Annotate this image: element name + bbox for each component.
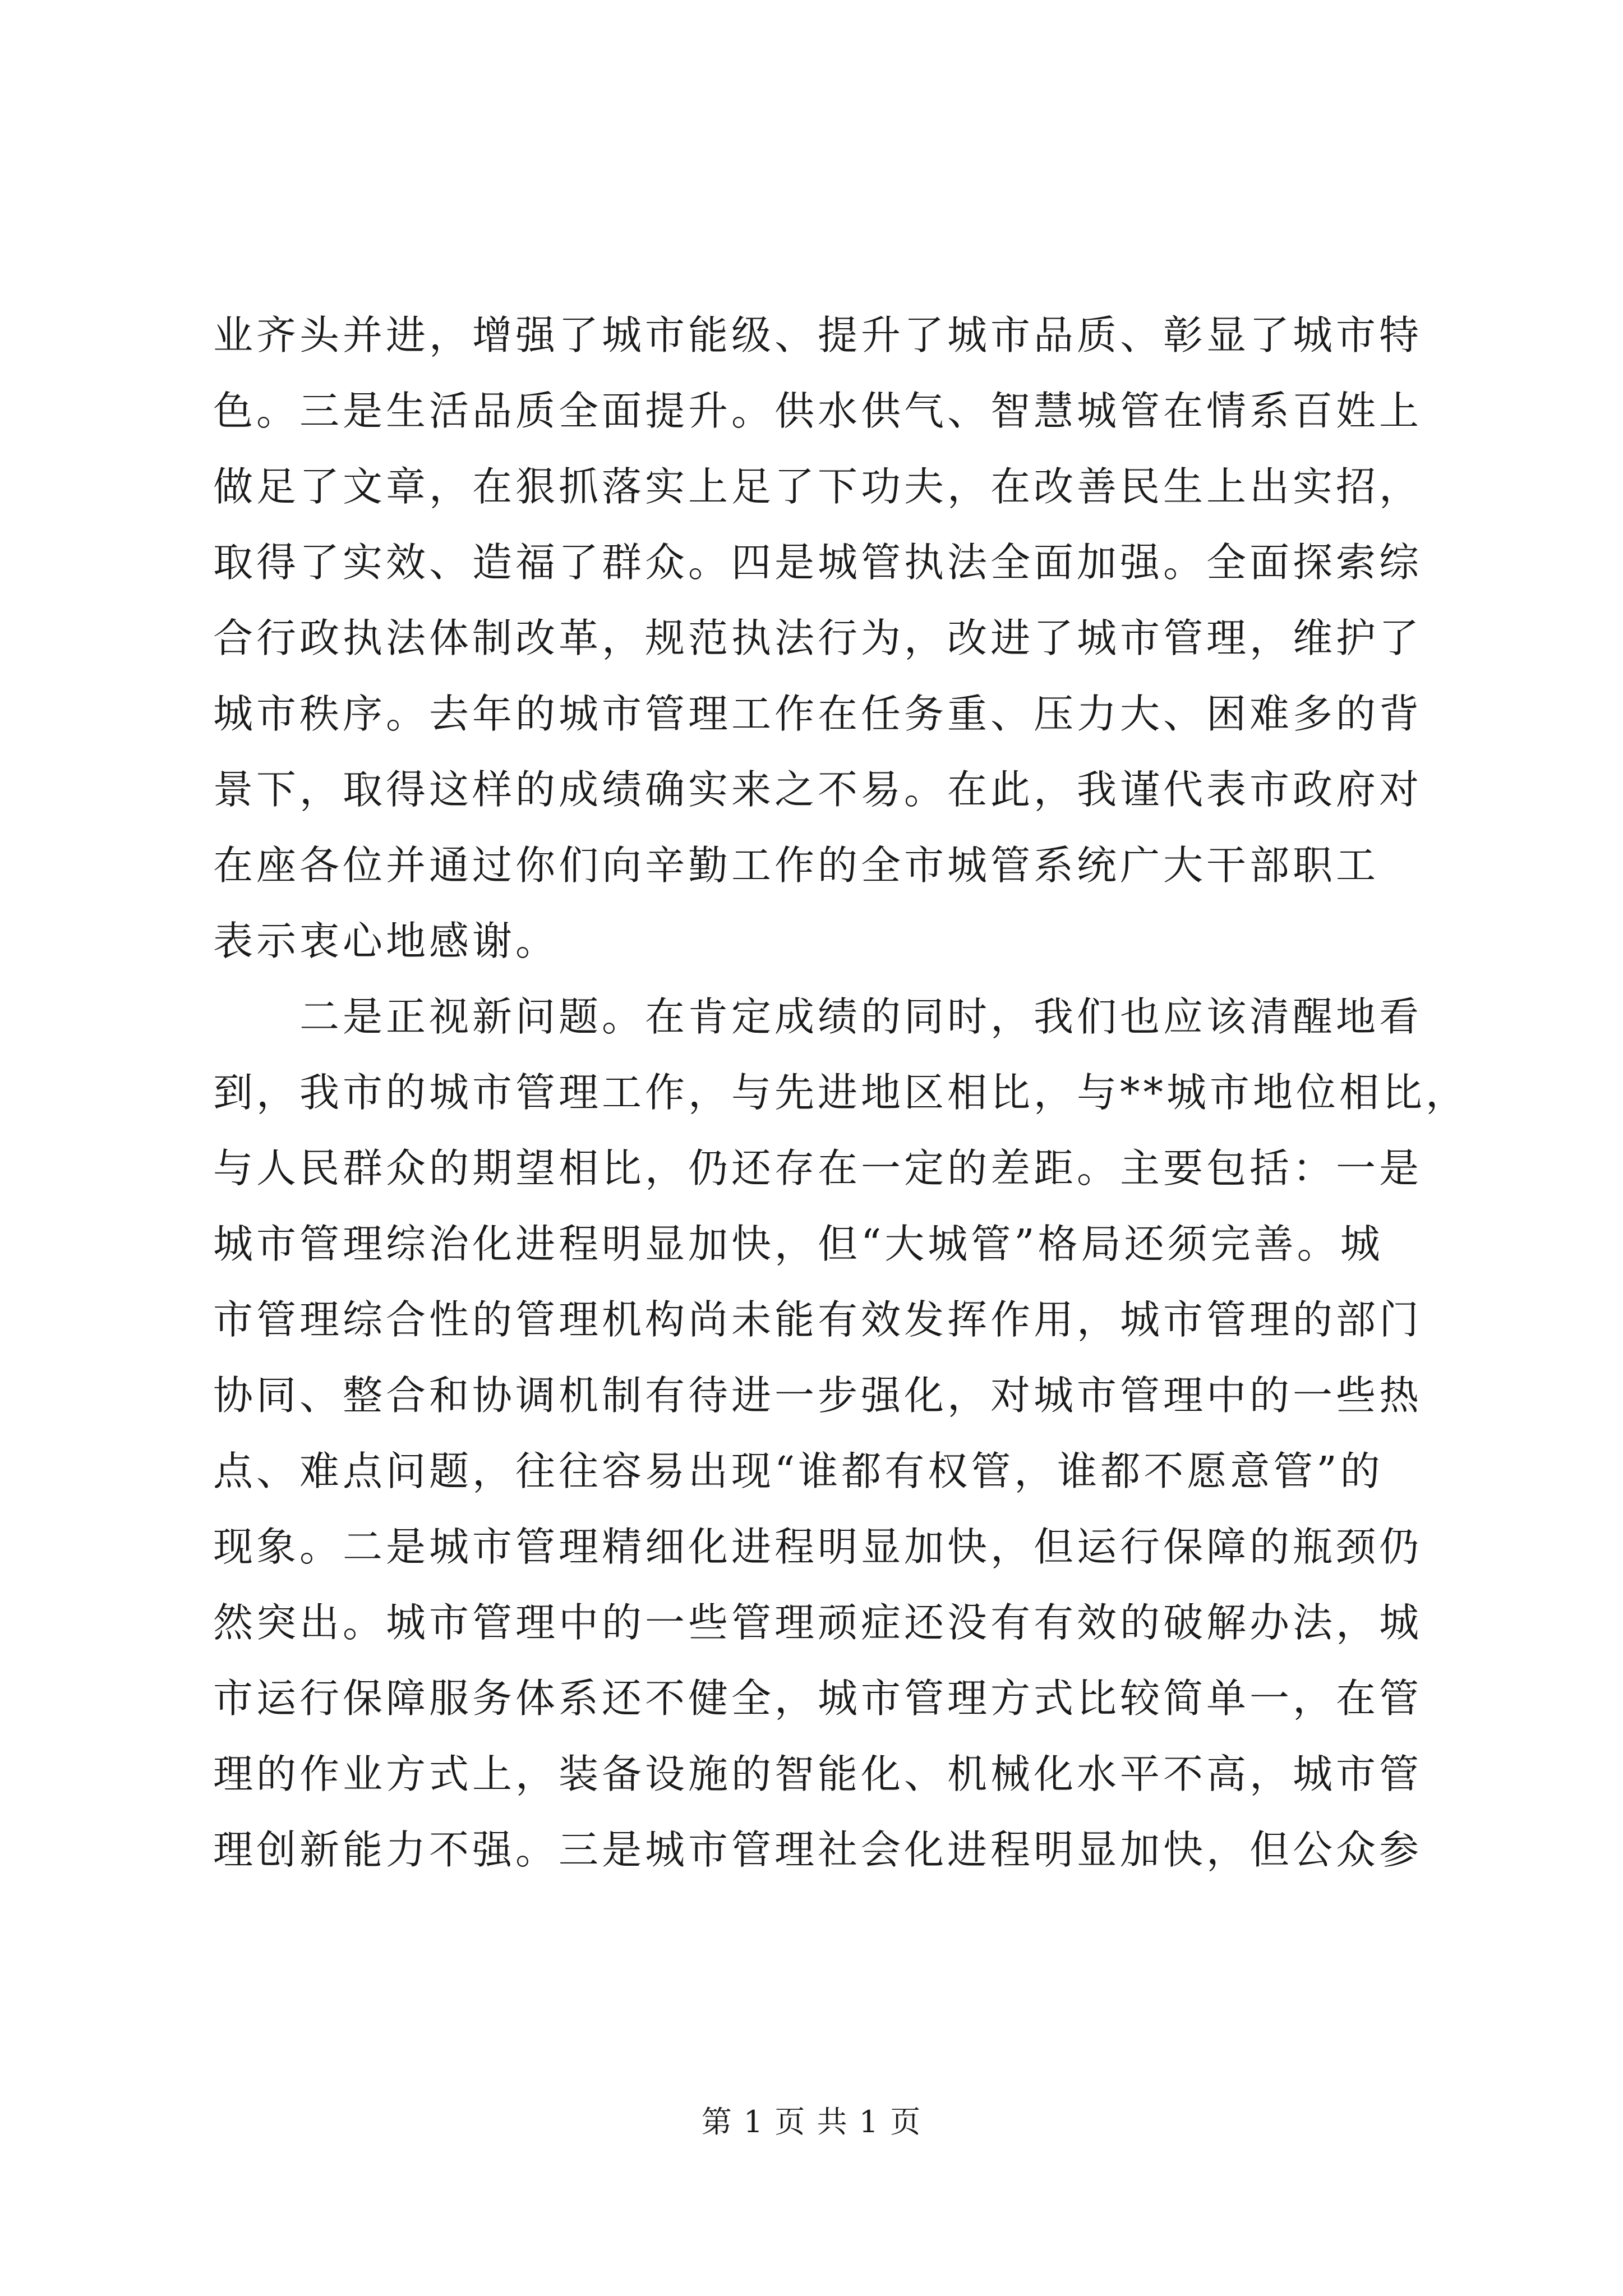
text-line: 在座各位并通过你们向辛勤工作的全市城管系统广大干部职工 [213,842,1380,889]
text-line: 城市秩序。去年的城市管理工作在任务重、压力大、困难多的背 [213,691,1423,737]
text-line: 点、难点问题，往往容易出现“谁都有权管，谁都不愿意管”的 [213,1448,1384,1494]
text-line: 取得了实效、造福了群众。四是城管执法全面加强。全面探索综 [213,539,1423,586]
text-line: 然突出。城市管理中的一些管理顽症还没有有效的破解办法，城 [213,1599,1423,1646]
text-line: 城市管理综治化进程明显加快，但“大城管”格局还须完善。城 [213,1221,1384,1267]
text-line: 做足了文章，在狠抓落实上足了下功夫，在改善民生上出实招， [213,463,1423,510]
text-line: 市管理综合性的管理机构尚未能有效发挥作用，城市管理的部门 [213,1296,1423,1343]
text-line: 协同、整合和协调机制有待进一步强化，对城市管理中的一些热 [213,1372,1423,1419]
text-line: 与人民群众的期望相比，仍还存在一定的差距。主要包括：一是 [213,1145,1423,1191]
text-line: 理创新能力不强。三是城市管理社会化进程明显加快，但公众参 [213,1826,1423,1873]
paragraph-start-line: 二是正视新问题。在肯定成绩的同时，我们也应该清醒地看 [213,993,1423,1040]
text-line: 业齐头并进，增强了城市能级、提升了城市品质、彰显了城市特 [213,312,1423,358]
text-line: 合行政执法体制改革，规范执法行为，改进了城市管理，维护了 [213,615,1423,661]
text-line: 理的作业方式上，装备设施的智能化、机械化水平不高，城市管 [213,1751,1423,1797]
text-line: 现象。二是城市管理精细化进程明显加快，但运行保障的瓶颈仍 [213,1524,1423,1570]
text-line: 景下，取得这样的成绩确实来之不易。在此，我谨代表市政府对 [213,766,1423,813]
page-footer: 第 1 页 共 1 页 [701,2104,922,2139]
document-body [213,297,1481,1888]
text-line: 到，我市的城市管理工作，与先进地区相比，与**城市地位相比， [213,1069,1469,1116]
text-line: 色。三是生活品质全面提升。供水供气、智慧城管在情系百姓上 [213,388,1423,434]
text-line: 市运行保障服务体系还不健全，城市管理方式比较简单一，在管 [213,1675,1423,1722]
text-line: 表示衷心地感谢。 [213,918,559,964]
